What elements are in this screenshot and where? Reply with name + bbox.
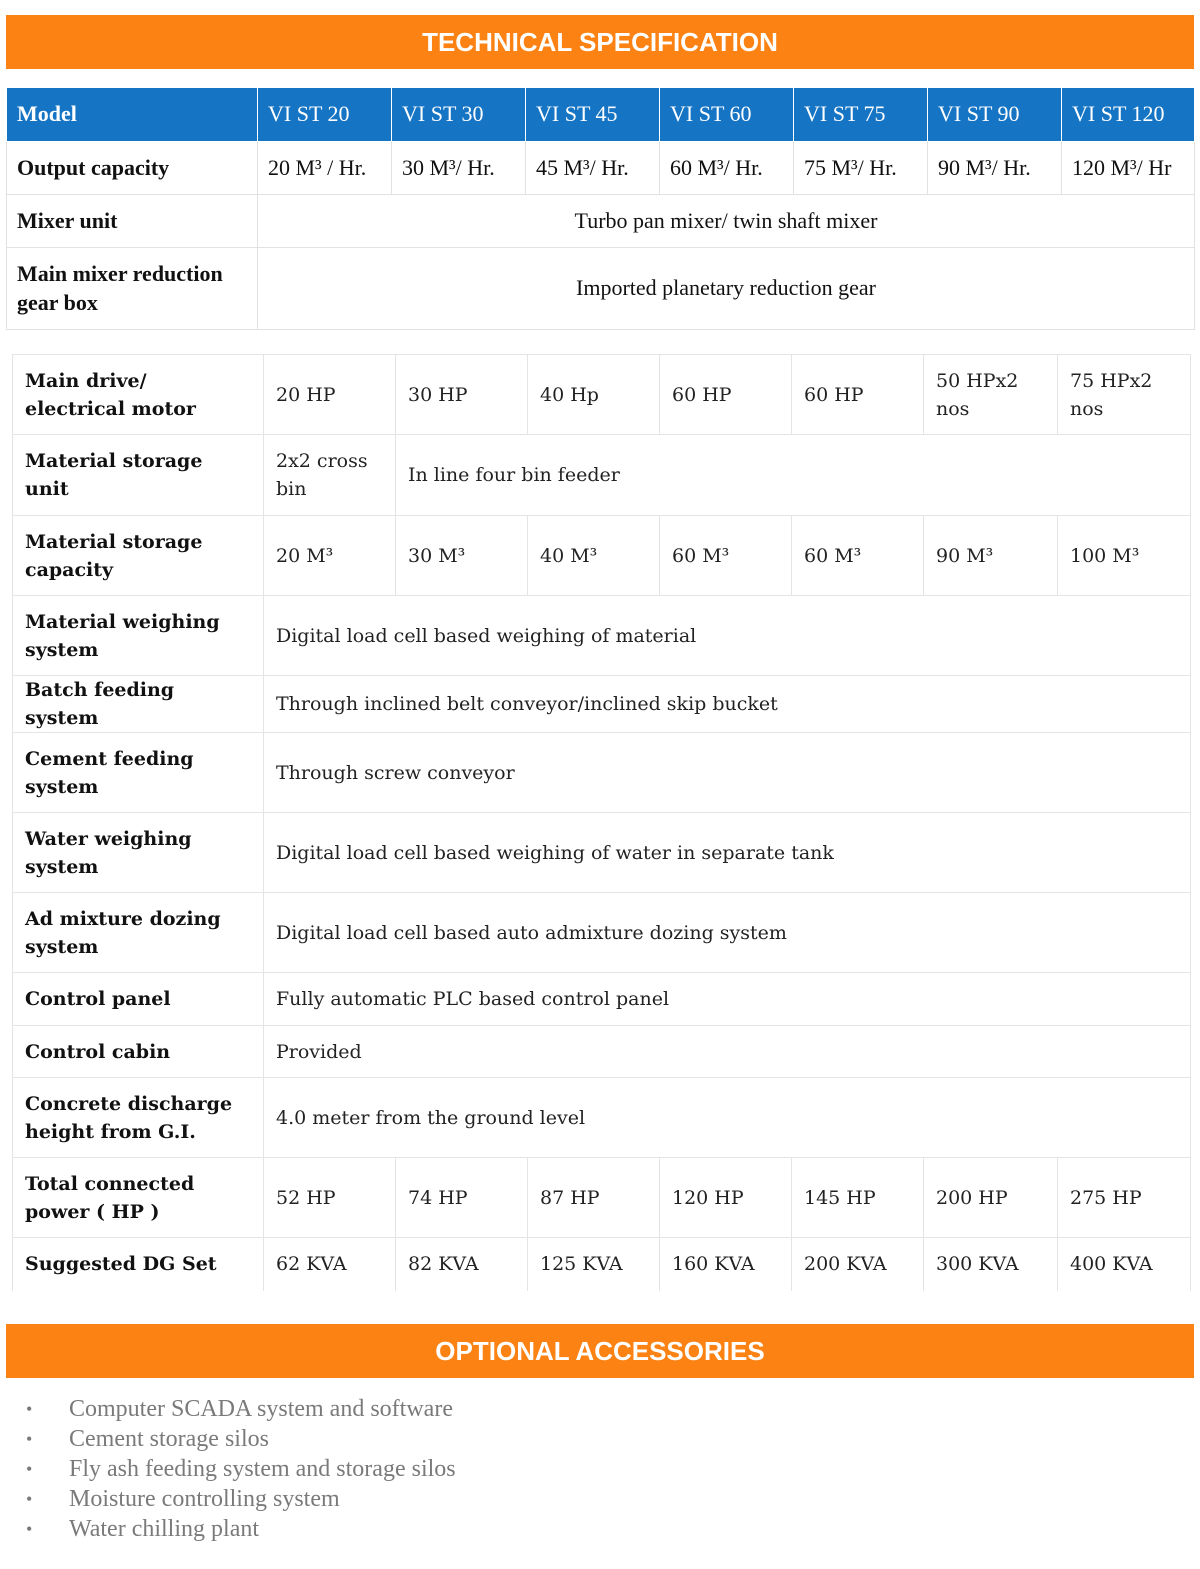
table-cell: 30 M³/ Hr. — [392, 141, 526, 194]
table-cell: 100 M³ — [1058, 516, 1191, 596]
optional-accessories-banner — [6, 1324, 1194, 1378]
table-row — [13, 813, 1191, 893]
table-cell: 60 HP — [660, 355, 792, 435]
technical-specification-banner — [6, 15, 1194, 69]
table-cell: 82 KVA — [396, 1238, 528, 1291]
table-row — [13, 676, 1191, 733]
table-row — [7, 247, 1195, 329]
table-row — [7, 141, 1195, 194]
header-cell: VI ST 60 — [660, 88, 794, 141]
table-cell: 74 HP — [396, 1158, 528, 1238]
table-cell: 90 M³ — [924, 516, 1058, 596]
table-cell: 62 KVA — [264, 1238, 396, 1291]
bullet-icon: • — [26, 1519, 33, 1539]
table-row — [13, 1078, 1191, 1158]
table-cell: 40 Hp — [528, 355, 660, 435]
table-cell: In line four bin feeder — [396, 435, 1191, 516]
row-label: Output capacity — [7, 141, 258, 194]
bullet-icon: • — [26, 1429, 33, 1449]
table-cell: 75 HPx2 nos — [1058, 355, 1191, 435]
table-cell: 30 HP — [396, 355, 528, 435]
list-item-text: Fly ash feeding system and storage silos — [69, 1456, 456, 1482]
list-item-text: Water chilling plant — [69, 1516, 260, 1542]
list-item — [24, 1394, 456, 1424]
table-row — [13, 1158, 1191, 1238]
row-label: Mixer unit — [7, 194, 258, 247]
list-item — [24, 1514, 456, 1544]
row-label: Control panel — [13, 973, 264, 1026]
row-label: Batch feeding system — [13, 676, 264, 733]
table-cell: 145 HP — [792, 1158, 924, 1238]
table-cell: 30 M³ — [396, 516, 528, 596]
table-cell: Turbo pan mixer/ twin shaft mixer — [258, 194, 1195, 247]
table-cell: Through inclined belt conveyor/inclined skip bucket — [264, 676, 1191, 733]
table-cell: 50 HPx2 nos — [924, 355, 1058, 435]
table-cell: Digital load cell based weighing of material — [264, 596, 1191, 676]
table-cell: 60 M³ — [660, 516, 792, 596]
row-label: Material storage unit — [13, 435, 264, 516]
table-cell: 200 KVA — [792, 1238, 924, 1291]
list-item — [24, 1424, 456, 1454]
list-item — [24, 1484, 456, 1514]
table-cell: 75 M³/ Hr. — [794, 141, 928, 194]
table-cell: 20 M³ — [264, 516, 396, 596]
header-cell: Model — [7, 88, 258, 141]
table-cell: 275 HP — [1058, 1158, 1191, 1238]
table-cell: 125 KVA — [528, 1238, 660, 1291]
table-cell: 400 KVA — [1058, 1238, 1191, 1291]
table-row — [13, 733, 1191, 813]
table-row — [13, 893, 1191, 973]
table-cell: 60 M³ — [792, 516, 924, 596]
header-cell: VI ST 75 — [794, 88, 928, 141]
row-label: Cement feeding system — [13, 733, 264, 813]
table-row — [13, 435, 1191, 516]
table-cell: 160 KVA — [660, 1238, 792, 1291]
table-cell: 300 KVA — [924, 1238, 1058, 1291]
bullet-icon: • — [26, 1489, 33, 1509]
header-cell: VI ST 20 — [258, 88, 392, 141]
table-row — [13, 973, 1191, 1026]
spec-table-details — [12, 354, 1191, 1291]
table-row — [13, 355, 1191, 435]
row-label: Suggested DG Set — [13, 1238, 264, 1291]
table-row — [7, 194, 1195, 247]
table-cell: 4.0 meter from the ground level — [264, 1078, 1191, 1158]
header-row — [7, 88, 1195, 141]
row-label: Material weighing system — [13, 596, 264, 676]
table-cell: Imported planetary reduction gear — [258, 247, 1195, 329]
row-label: Main mixer reduction gear box — [7, 247, 258, 329]
banner-title: TECHNICAL SPECIFICATION — [422, 26, 778, 57]
table-row — [13, 1238, 1191, 1291]
table-cell: 120 HP — [660, 1158, 792, 1238]
row-label: Material storage capacity — [13, 516, 264, 596]
list-item — [24, 1454, 456, 1484]
table-cell: 87 HP — [528, 1158, 660, 1238]
header-cell: VI ST 90 — [928, 88, 1062, 141]
table-cell: 20 M³ / Hr. — [258, 141, 392, 194]
spec-table-main — [6, 88, 1195, 330]
table-cell: 52 HP — [264, 1158, 396, 1238]
row-label: Concrete discharge height from G.I. — [13, 1078, 264, 1158]
table-row — [13, 1026, 1191, 1078]
row-label: Main drive/ electrical motor — [13, 355, 264, 435]
table-cell: 60 HP — [792, 355, 924, 435]
header-cell: VI ST 30 — [392, 88, 526, 141]
table-cell: Digital load cell based auto admixture dozing system — [264, 893, 1191, 973]
table-row — [13, 596, 1191, 676]
table-cell: 20 HP — [264, 355, 396, 435]
table-cell: 200 HP — [924, 1158, 1058, 1238]
bullet-icon: • — [26, 1459, 33, 1479]
list-item-text: Cement storage silos — [69, 1426, 269, 1452]
header-cell: VI ST 45 — [526, 88, 660, 141]
row-label: Water weighing system — [13, 813, 264, 893]
bullet-icon: • — [26, 1399, 33, 1419]
row-label: Total connected power ( HP ) — [13, 1158, 264, 1238]
banner-title: OPTIONAL ACCESSORIES — [435, 1335, 765, 1366]
table-row — [13, 516, 1191, 596]
table-cell: Digital load cell based weighing of water in separate tank — [264, 813, 1191, 893]
list-item-text: Moisture controlling system — [69, 1486, 340, 1512]
header-cell: VI ST 120 — [1062, 88, 1195, 141]
table-cell: 90 M³/ Hr. — [928, 141, 1062, 194]
table-cell: 60 M³/ Hr. — [660, 141, 794, 194]
row-label: Ad mixture dozing system — [13, 893, 264, 973]
table-cell: 2x2 cross bin — [264, 435, 396, 516]
list-item-text: Computer SCADA system and software — [69, 1396, 453, 1422]
table-cell: 45 M³/ Hr. — [526, 141, 660, 194]
accessories-list — [24, 1394, 456, 1544]
table-cell: Through screw conveyor — [264, 733, 1191, 813]
table-cell: Fully automatic PLC based control panel — [264, 973, 1191, 1026]
table-cell: 120 M³/ Hr — [1062, 141, 1195, 194]
table-cell: Provided — [264, 1026, 1191, 1078]
row-label: Control cabin — [13, 1026, 264, 1078]
table-cell: 40 M³ — [528, 516, 660, 596]
